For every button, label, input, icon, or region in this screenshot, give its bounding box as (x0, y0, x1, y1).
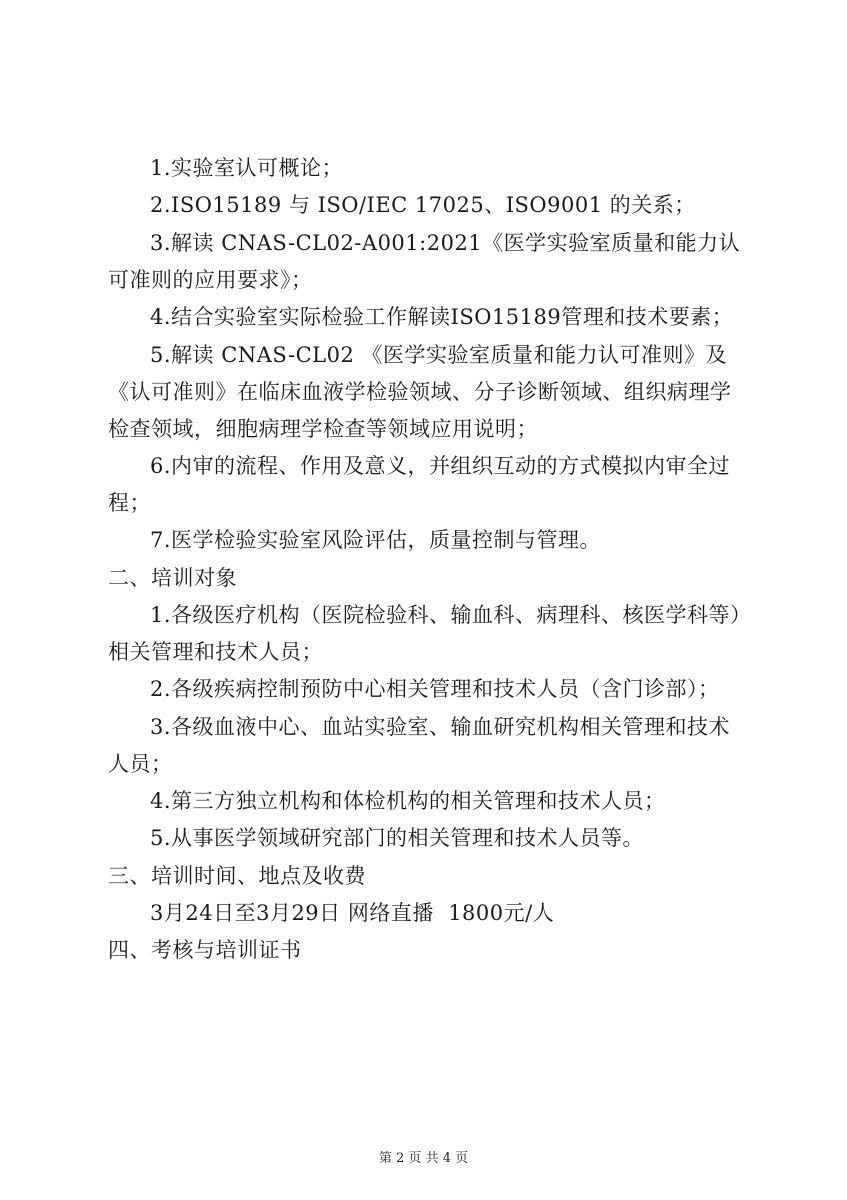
list-item: 3月24日至3月29日 网络直播 1800元/人 (150, 900, 555, 925)
list-item: 1.各级医疗机构（医院检验科、输血科、病理科、核医学科等）相关管理和技术人员； (108, 602, 742, 664)
section-heading: 四、考核与培训证书 (108, 938, 302, 963)
document-body (108, 150, 744, 969)
list-item: 2.ISO15189 与 ISO/IEC 17025、ISO9001 的关系； (150, 193, 696, 218)
list-item: 7.医学检验实验室风险评估，质量控制与管理。 (150, 528, 602, 553)
list-item: 6.内审的流程、作用及意义，并组织互动的方式模拟内审全过程； (108, 453, 731, 515)
list-item: 5.从事医学领域研究部门的相关管理和技术人员等。 (150, 826, 645, 851)
list-item: 3.各级血液中心、血站实验室、输血研究机构相关管理和技术人员； (108, 714, 731, 776)
page-number-footer: 第 2 页 共 4 页 (378, 1151, 469, 1166)
list-item: 2.各级疾病控制预防中心相关管理和技术人员（含门诊部）； (150, 677, 720, 702)
list-item: 1.实验室认可概论； (150, 156, 344, 180)
section-heading: 三、培训时间、地点及收费 (108, 863, 366, 888)
section-heading: 二、培训对象 (108, 565, 237, 590)
list-item: 3.解读 CNAS-CL02-A001:2021《医学实验室质量和能力认可准则的应用要求》； (108, 230, 741, 292)
list-item: 4.第三方独立机构和体检机构的相关管理和技术人员； (150, 788, 666, 813)
list-item: 5.解读 CNAS-CL02 《医学实验室质量和能力认可准则》及《认可准则》在临床血液学检验领域、分子诊断领域、组织病理学检查领域，细胞病理学检查等领域应用说明； (108, 342, 732, 441)
list-item: 4.结合实验室实际检验工作解读ISO15189管理和技术要素； (150, 305, 734, 330)
